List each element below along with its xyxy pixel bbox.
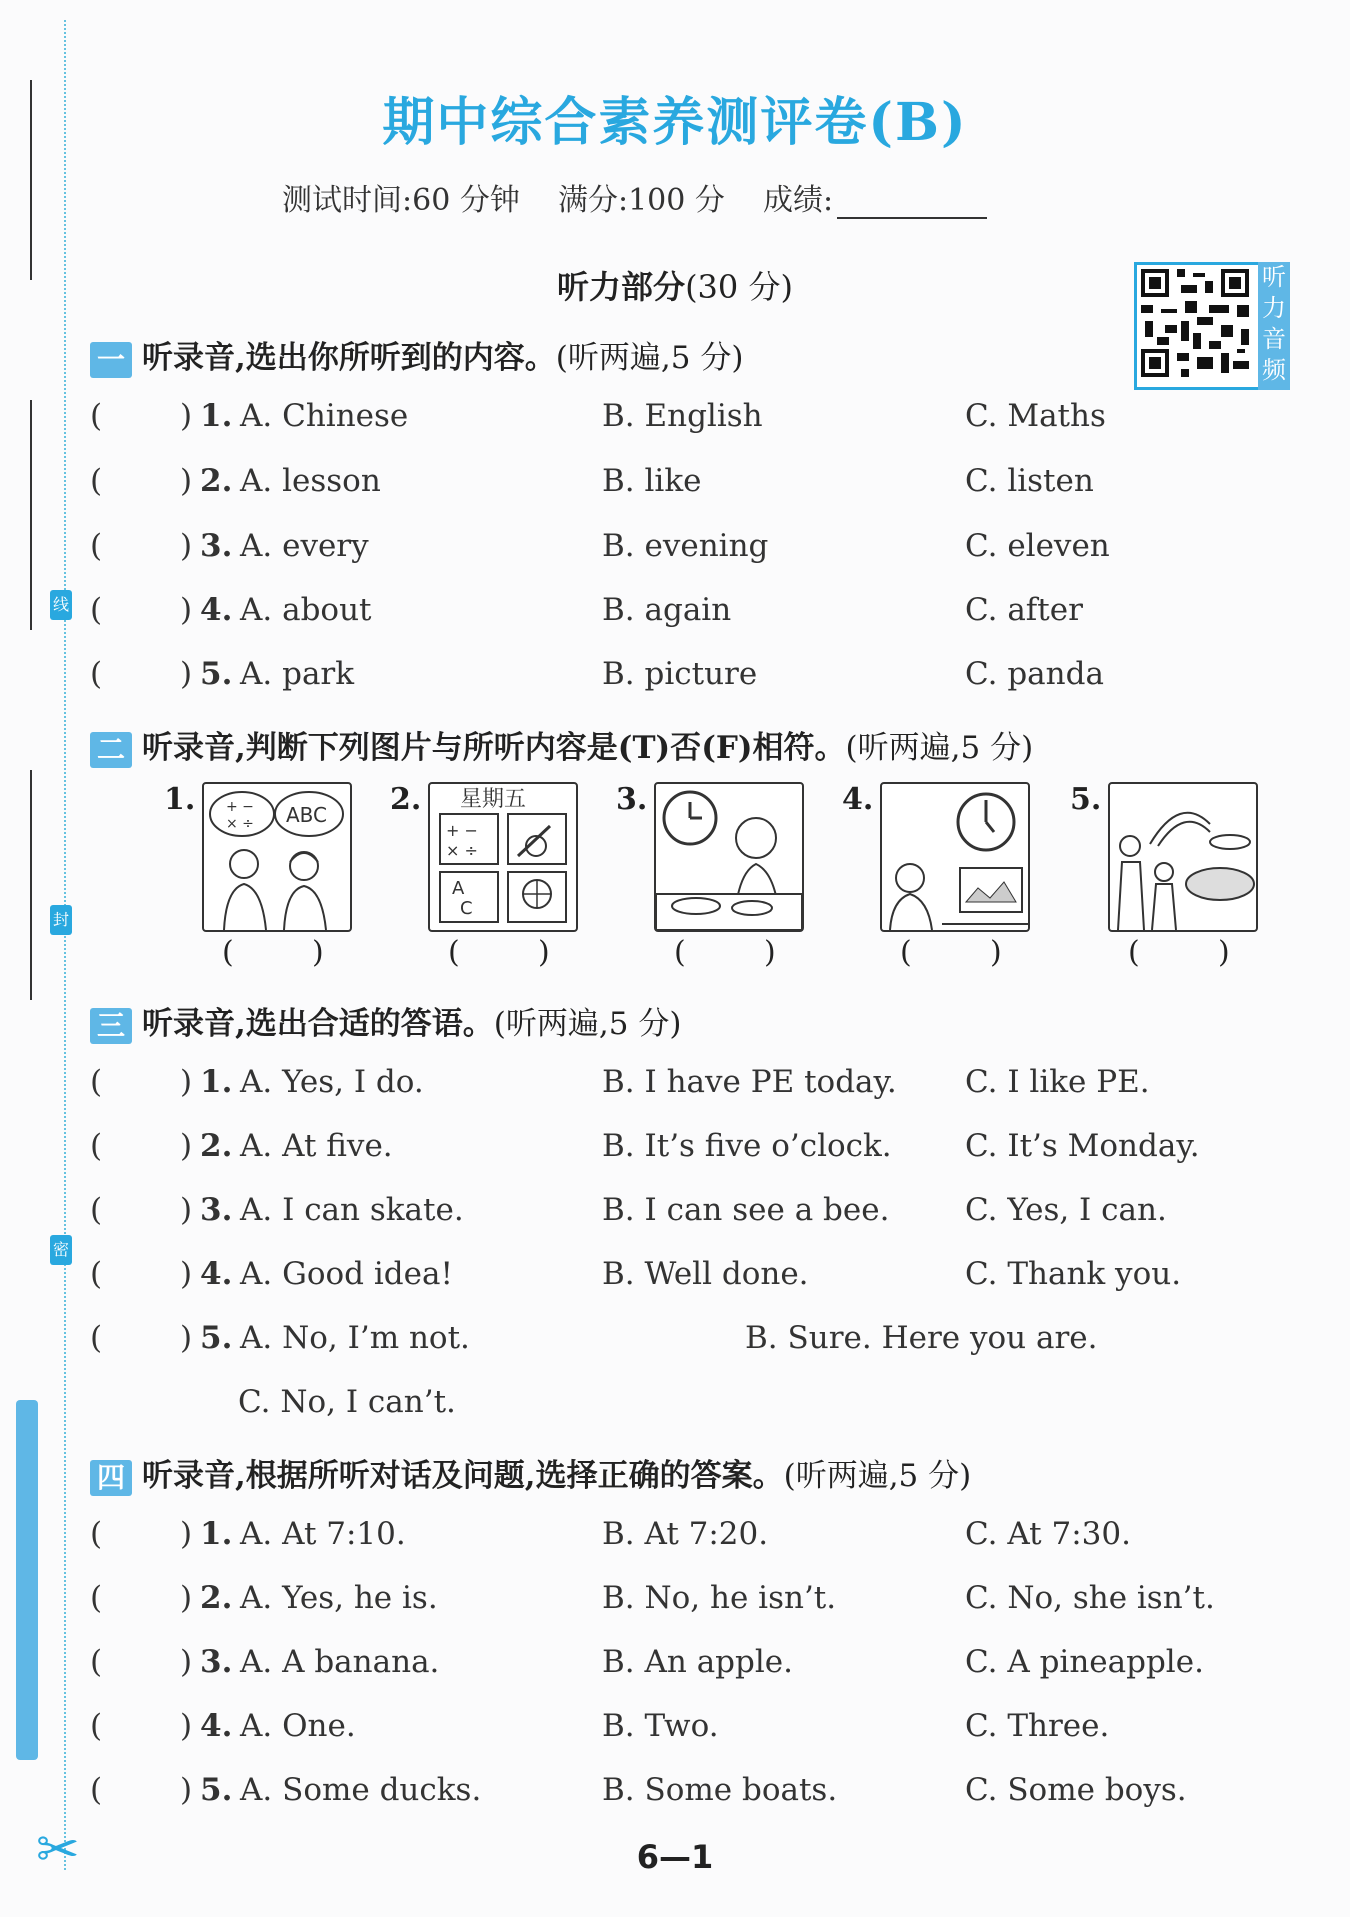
class-line [30,400,32,630]
s4-question-3: ( ) 3. A. A banana. B. An apple. C. A pineapple. [90,1644,1204,1680]
section-3-title: 听录音,选出合适的答语。 [142,1006,494,1042]
picture-3: 3. ( ) [654,780,804,932]
option-c[interactable]: C. At 7:30. [965,1516,1131,1552]
svg-text:C: C [460,898,473,919]
picture-2: 2. 星期五 + − × ÷ A C ( ) [428,780,578,932]
option-a[interactable]: A. Some ducks. [240,1772,482,1808]
section-2-title: 听录音,判断下列图片与所听内容是(T)否(F)相符。 [142,730,846,766]
section-4-title: 听录音,根据所听对话及问题,选择正确的答案。 [142,1458,784,1494]
section-1-heading [90,332,743,378]
picture-3-number: 3. [616,782,648,817]
picture-1: 1. + − × ÷ ABC ( ) [202,780,352,932]
s3-question-3: ( ) 3. A. I can skate. B. I can see a bee. C. Yes, I can. [90,1192,1167,1228]
qr-audio-tag: 听力音频 [1258,262,1290,390]
binding-mark-secret: 密 [50,1235,72,1265]
option-b[interactable]: B. like [602,463,702,499]
option-c[interactable]: C. No, I can’t. [238,1384,456,1420]
page-title: 期中综合素养测评卷(B) [382,92,968,153]
picture-4: 4. ( ) [880,780,1030,932]
option-a[interactable]: A. Yes, he is. [240,1580,438,1616]
option-c[interactable]: C. panda [965,656,1104,692]
svg-text:× ÷: × ÷ [226,816,254,832]
s1-question-4: ( ) 4. A. about B. again C. after [90,592,1083,628]
scissors-icon: ✂ [36,1820,80,1880]
option-a[interactable]: A. At 7:10. [240,1516,406,1552]
binding-mark-line: 线 [50,590,72,620]
option-c[interactable]: C. No, she isn’t. [965,1580,1215,1616]
exam-meta [282,175,987,219]
section-4-points: (听两遍,5 分) [783,1458,972,1494]
s3-question-4: ( ) 4. A. Good idea! B. Well done. C. Thank you. [90,1256,1182,1292]
option-c[interactable]: C. I like PE. [965,1064,1150,1100]
picture-1-caption: ABC [286,803,328,827]
option-c[interactable]: C. It’s Monday. [965,1128,1200,1164]
series-band [16,1400,38,1760]
option-a[interactable]: A. Chinese [240,398,409,434]
option-c[interactable]: C. A pineapple. [965,1644,1204,1680]
option-b[interactable]: B. No, he isn’t. [602,1580,837,1616]
qr-code-icon[interactable] [1134,262,1262,390]
section-1-points: (听两遍,5 分) [555,340,744,376]
option-a[interactable]: A. Good idea! [240,1256,453,1292]
full-score-label: 满分:100 分 [557,183,725,218]
option-b[interactable]: B. An apple. [602,1644,793,1680]
picture-1-image [202,782,352,932]
section-1-badge: 一 [90,342,132,378]
section-4-badge: 四 [90,1460,132,1496]
option-c[interactable]: C. eleven [965,528,1110,564]
s4-question-1: ( ) 1. A. At 7:10. B. At 7:20. C. At 7:30. [90,1516,1131,1552]
score-input[interactable] [837,187,987,219]
picture-2-caption: 星期五 [460,787,527,812]
option-a[interactable]: A. Yes, I do. [240,1064,424,1100]
option-a[interactable]: A. One. [240,1708,356,1744]
option-a[interactable]: A. No, I’m not. [240,1320,470,1356]
s4-question-4: ( ) 4. A. One. B. Two. C. Three. [90,1708,1110,1744]
option-b[interactable]: B. Some boats. [602,1772,838,1808]
option-a[interactable]: A. park [240,656,355,692]
section-3-heading [90,998,681,1044]
part-points: (30 分) [685,268,793,306]
svg-text:+ −: + − [226,799,254,815]
option-a[interactable]: A. lesson [240,463,381,499]
picture-2-number: 2. [390,782,422,817]
option-c[interactable]: C. Yes, I can. [965,1192,1167,1228]
s3-question-2: ( ) 2. A. At five. B. It’s five o’clock. C. It’s Monday. [90,1128,1200,1164]
option-b[interactable]: B. English [602,398,763,434]
option-c[interactable]: C. after [965,592,1083,628]
picture-4-number: 4. [842,782,874,817]
s1-question-5: ( ) 5. A. park B. picture C. panda [90,656,1104,692]
time-label: 测试时间:60 分钟 [282,183,520,218]
section-1-title: 听录音,选出你所听到的内容。 [142,340,556,376]
option-b[interactable]: B. Sure. Here you are. [745,1320,1098,1356]
picture-4-image [880,782,1030,932]
option-c[interactable]: C. Thank you. [965,1256,1182,1292]
section-2-badge: 二 [90,732,132,768]
option-b[interactable]: B. Two. [602,1708,719,1744]
s1-question-1: ( ) 1. A. Chinese B. English C. Maths [90,398,1106,434]
s4-question-5: ( ) 5. A. Some ducks. B. Some boats. C. Some boys. [90,1772,1187,1808]
s1-question-2: ( ) 2. A. lesson B. like C. listen [90,463,1094,499]
option-a[interactable]: A. At five. [240,1128,393,1164]
option-a[interactable]: A. about [240,592,372,628]
s3-question-5: ( ) 5. A. No, I’m not. B. Sure. Here you are. C. No, I can’t. [90,1320,1098,1420]
option-c[interactable]: C. Maths [965,398,1106,434]
option-c[interactable]: C. Some boys. [965,1772,1187,1808]
option-c[interactable]: C. Three. [965,1708,1110,1744]
section-2-heading [90,722,1033,768]
part-title-text: 听力部分 [557,268,686,306]
s3-question-1: ( ) 1. A. Yes, I do. B. I have PE today. C. I like PE. [90,1064,1150,1100]
binding-mark-seal: 封 [50,905,72,935]
option-a[interactable]: A. I can skate. [240,1192,464,1228]
option-b[interactable]: B. again [602,592,732,628]
section-4-heading [90,1450,971,1496]
score-label: 成绩: [763,183,834,218]
picture-3-image [654,782,804,932]
picture-2-image [428,782,578,932]
picture-1-number: 1. [164,782,196,817]
page-number: 6—1 [636,1838,714,1876]
option-b[interactable]: B. Well done. [602,1256,809,1292]
option-b[interactable]: B. picture [602,656,758,692]
s1-question-3: ( ) 3. A. every B. evening C. eleven [90,528,1110,564]
s4-question-2: ( ) 2. A. Yes, he is. B. No, he isn’t. C. No, she isn’t. [90,1580,1215,1616]
option-b[interactable]: B. evening [602,528,769,564]
section-2-points: (听两遍,5 分) [845,730,1034,766]
option-b[interactable]: B. I have PE today. [602,1064,897,1100]
section-3-badge: 三 [90,1008,132,1044]
picture-5: 5. ( ) [1108,780,1258,932]
option-a[interactable]: A. A banana. [240,1644,440,1680]
option-b[interactable]: B. I can see a bee. [602,1192,890,1228]
school-line [30,770,32,1000]
svg-text:+ −: + − [446,821,478,840]
option-b[interactable]: B. At 7:20. [602,1516,769,1552]
svg-text:× ÷: × ÷ [446,841,478,860]
option-a[interactable]: A. every [240,528,369,564]
picture-5-image [1108,782,1258,932]
svg-text:A: A [452,878,465,899]
option-b[interactable]: B. It’s five o’clock. [602,1128,892,1164]
option-c[interactable]: C. listen [965,463,1094,499]
section-3-points: (听两遍,5 分) [493,1006,682,1042]
picture-5-number: 5. [1070,782,1102,817]
